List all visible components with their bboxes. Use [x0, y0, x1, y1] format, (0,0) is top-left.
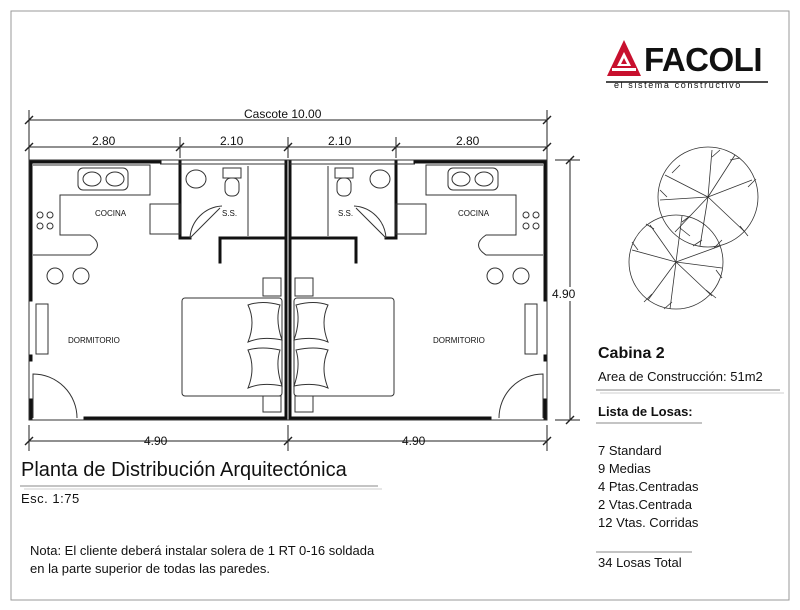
slab-item: 9 Medias	[598, 461, 651, 476]
dim-top-segment-4: 2.80	[456, 134, 480, 148]
brand-tagline: el sistema constructivo	[614, 80, 742, 90]
dim-overall-top: Cascote 10.00	[244, 107, 322, 121]
slab-list-title: Lista de Losas:	[598, 404, 693, 419]
tree-icon	[658, 147, 758, 247]
cabin-area: Area de Construcción: 51m2	[598, 369, 763, 384]
dim-top-segment-3: 2.10	[328, 134, 352, 148]
dim-top-segment-2: 2.10	[220, 134, 244, 148]
dim-bottom-segment-2: 4.90	[402, 434, 426, 448]
dim-right-side: 4.90	[552, 287, 576, 301]
room-dormitorio-left: DORMITORIO	[68, 336, 120, 345]
slab-item: 12 Vtas. Corridas	[598, 515, 699, 530]
tree-icon	[629, 215, 723, 309]
facoli-logo-icon	[606, 38, 642, 78]
slab-item: 2 Vtas.Centrada	[598, 497, 692, 512]
slab-item: 4 Ptas.Centradas	[598, 479, 699, 494]
room-ss-right: S.S.	[338, 209, 354, 218]
room-cocina-right: COCINA	[458, 209, 490, 218]
plan-note: Nota: El cliente deberá instalar solera de 1 RT 0-16 soldada en la parte superior de todas las paredes.	[30, 543, 375, 576]
slab-total: 34 Losas Total	[598, 555, 682, 570]
plan-scale: Esc. 1:75	[21, 491, 80, 506]
slab-item: 7 Standard	[598, 443, 662, 458]
room-dormitorio-right: DORMITORIO	[433, 336, 485, 345]
floor-plan	[29, 160, 547, 420]
room-ss-left: S.S.	[222, 209, 238, 218]
brand-name: FACOLI	[644, 41, 762, 78]
dim-bottom-segment-1: 4.90	[144, 434, 168, 448]
brand-logo	[606, 38, 766, 94]
brand-underline	[606, 81, 768, 83]
plan-title: Planta de Distribución Arquitectónica	[21, 459, 347, 481]
dim-top-segment-1: 2.80	[92, 134, 116, 148]
room-cocina-left: COCINA	[95, 209, 127, 218]
cabin-name: Cabina 2	[598, 345, 665, 362]
